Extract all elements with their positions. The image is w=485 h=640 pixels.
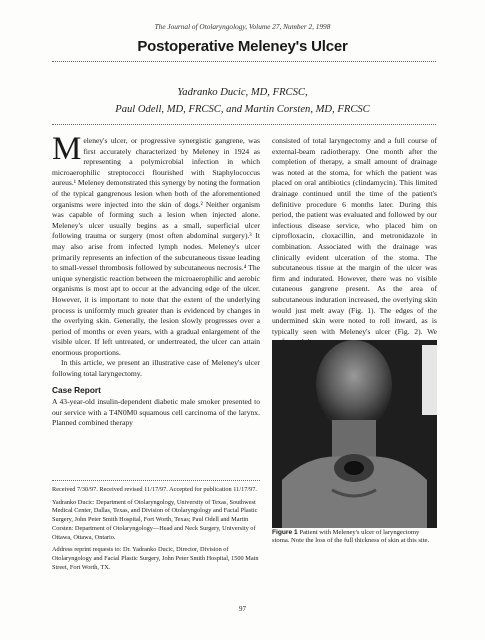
page-number: 97 <box>239 605 246 613</box>
footnote-rule <box>52 480 260 481</box>
authors-line-2: Paul Odell, MD, FRCSC, and Martin Corsten, MD, FRCSC <box>115 104 370 115</box>
right-column <box>272 136 437 348</box>
journal-header: The Journal of Otolaryngology, Volume 27, Number 2, 1998 <box>154 22 331 31</box>
address-note: Address reprint requests to: Dr. Yadranko Ducic, Director, Division of Otolaryngology and Facial Plastic Surgery, John Peter Smith Hospital, 1500 Main Street, Fort Worth, TX. <box>52 546 259 571</box>
authors-rule <box>52 124 436 125</box>
title-rule <box>52 61 436 62</box>
left-column <box>52 131 260 429</box>
case-paragraph-2: consisted of total laryngectomy and a full course of external-beam radiotherapy. One month after the completion of therapy, a small amount of drainage was noted at the stoma, for which the patient was placed on oral antibiotics (clindamycin). This limited drainage continued until the time of the patient's definitive procedure 6 months later. During this period, the patient was evaluated and followed by our infectious disease service, who placed him on ciprofloxacin, cloxacillin, and metronidazole in combination. Associated with the drainage was clinically evident ulceration of the stoma. The subcutaneous tissue at the margin of the ulcer was firm and indurated. However, there was no visible cutaneous gangrene present. As the area of subcutaneous induration increased, the overlying skin would just melt away (Fig. 1). The edges of the undermined skin were noted to roll inward, as is typically seen with Meleney's ulcer (Fig. 2). We <box>272 136 437 336</box>
drop-cap: M <box>52 131 82 167</box>
article-title: Postoperative Meleney's Ulcer <box>137 38 348 55</box>
received-note: Received 7/30/97. Received revised 11/17/97. Accepted for publication 11/17/97. <box>52 486 258 493</box>
authors-line-1: Yadranko Ducic, MD, FRCSC, <box>177 87 308 98</box>
case-paragraph-1: A 43-year-old insulin-dependent diabetic male smoker presented to our service with a T4N0M0 squamous cell carcinoma of the larynx. Planned combined therapy <box>52 397 260 428</box>
figure-1-caption <box>272 529 437 546</box>
footnotes <box>52 486 260 576</box>
intro-paragraph-1: Meleney's ulcer, or progressive synergistic gangrene, was first accurately characterized by Meleney in 1924 as representing a polymicrobial infection in which microaerophilic streptococci flourished with Staphylococcus aureus.¹ Meleney demonstrated this synergy by noting the formation of the typical gangrenous lesion when both of the aforementioned organisms were injected into the skin of dogs.² Neither organism was capable of forming such a lesion when injected alone. Meleney's ulcer usually begins as a small, superficial ulcer following trauma or surgery (most often abdominal surgery).³ It may also arise from infected lymph nodes. Meleney's ulcer primarily represents an infection of the subcutaneous tissue leading to small-vessel thrombosis followed by subcutaneous necrosis.⁴ The unique synergistic reaction between the microaerophilic and aerobic organisms is most apt to occur at the advancing edge of the ulcer. However, it is important to note that the extent of the underlying process is uniformly much greater than is evidenced by changes in the overlying skin. Generally, the lesion slowly progresses over a period of months or even years, with a gradual enlargement of the visible ulcer. If left untreated, or undertreated, the ulcer can attain enormous proportions. <box>52 131 260 357</box>
figure-label: Figure 1 <box>272 529 298 536</box>
figure-caption-text: Patient with Meleney's ulcer of laryngectomy stoma. Note the loss of the full thickness of skin at this site. <box>272 529 430 545</box>
case-report-heading: Case Report <box>52 384 101 395</box>
figure-1-photo <box>272 340 437 528</box>
intro-paragraph-2: In this article, we present an illustrative case of Meleney's ulcer following total laryngectomy. <box>52 358 260 379</box>
affiliations-note: Yadranko Ducic: Department of Otolaryngology, University of Texas, Southwest Medical Center, Dallas, Texas, and Division of Otolaryngology and Facial Plastic Surgery, John Peter Smith Hospital, Fort Worth, Texas; Paul Odell and Martin Corsten: Department of Otolaryngology—Head and Neck Surgery, University of Ottawa, Ottawa, Ontario. <box>52 498 258 541</box>
